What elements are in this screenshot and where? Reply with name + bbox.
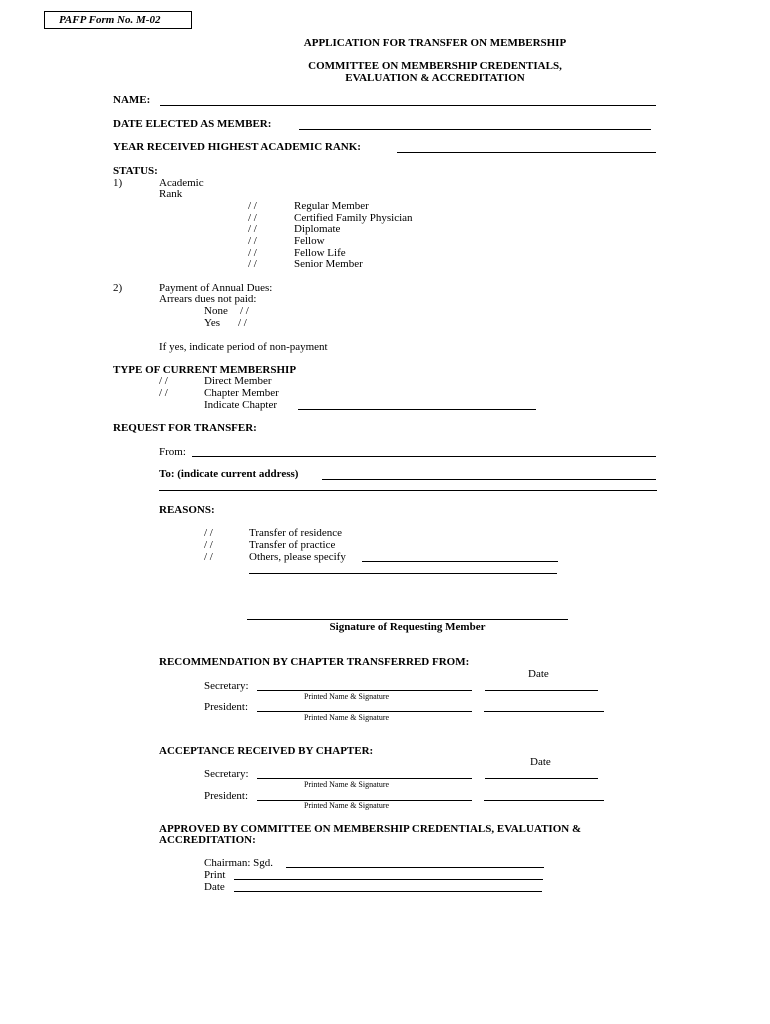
rank-senior-member: Senior Member (294, 258, 363, 270)
recommendation-secretary-field[interactable] (257, 690, 472, 691)
acceptance-president-printed: Printed Name & Signature (304, 801, 390, 810)
from-field[interactable] (192, 456, 656, 457)
approved-heading-line-1: APPROVED BY COMMITTEE ON MEMBERSHIP CREDENTIALS, EVALUATION & (159, 823, 582, 835)
indicate-chapter-label: Indicate Chapter (204, 399, 277, 411)
form-title: APPLICATION FOR TRANSFER ON MEMBERSHIP (303, 37, 567, 49)
direct-checkbox[interactable]: / / (159, 375, 168, 387)
acceptance-secretary-date-field[interactable] (485, 778, 598, 779)
reason-checkbox-others[interactable]: / / (204, 551, 213, 563)
membership-heading: TYPE OF CURRENT MEMBERSHIP (113, 364, 297, 376)
chairman-label: Chairman: Sgd. (204, 857, 274, 869)
date-label: Date (204, 881, 225, 893)
acceptance-heading: ACCEPTANCE RECEIVED BY CHAPTER: (159, 745, 374, 757)
name-field[interactable] (160, 105, 656, 106)
acceptance-president-label: President: (204, 790, 248, 802)
signature-label: Signature of Requesting Member (329, 621, 486, 633)
recommendation-date-label: Date (528, 668, 549, 680)
status-item-1-number: 1) (113, 177, 123, 189)
to-field-line-2[interactable] (159, 490, 657, 491)
reasons-heading: REASONS: (159, 504, 215, 516)
rank-checkbox-senior[interactable]: / / (248, 258, 257, 270)
direct-member-label: Direct Member (204, 375, 272, 387)
rank-regular-member: Regular Member (294, 200, 369, 212)
yes-label: Yes (204, 317, 221, 329)
committee-line-1: COMMITTEE ON MEMBERSHIP CREDENTIALS, (308, 60, 562, 72)
rank-checkbox-certified[interactable]: / / (248, 212, 257, 224)
academic-label: Academic (159, 177, 204, 189)
committee-line-2: EVALUATION & ACCREDITATION (345, 72, 525, 84)
reason-residence: Transfer of residence (249, 527, 343, 539)
others-specify-field[interactable] (362, 561, 558, 562)
rank-checkbox-fellow[interactable]: / / (248, 235, 257, 247)
to-label: To: (indicate current address) (159, 468, 299, 480)
date-field[interactable] (234, 891, 542, 892)
none-checkbox[interactable]: / / (240, 305, 249, 317)
recommendation-president-field[interactable] (257, 711, 472, 712)
indicate-chapter-field[interactable] (298, 409, 536, 410)
approved-heading-line-2: ACCREDITATION: (159, 834, 256, 846)
from-label: From: (159, 446, 186, 458)
others-specify-field-2[interactable] (249, 573, 557, 574)
recommendation-president-date-field[interactable] (484, 711, 604, 712)
form-number-box (44, 11, 192, 29)
acceptance-secretary-printed: Printed Name & Signature (304, 780, 390, 789)
rank-checkbox-diplomate[interactable]: / / (248, 223, 257, 235)
rank-fellow-life: Fellow Life (294, 247, 346, 259)
reason-checkbox-residence[interactable]: / / (204, 527, 213, 539)
recommendation-secretary-date-field[interactable] (485, 690, 598, 691)
date-elected-label: DATE ELECTED AS MEMBER: (113, 118, 272, 130)
reason-checkbox-practice[interactable]: / / (204, 539, 213, 551)
rank-label: Rank (159, 188, 183, 200)
form-number: PAFP Form No. M-02 (59, 14, 161, 26)
recommendation-heading: RECOMMENDATION BY CHAPTER TRANSFERRED FROM: (159, 656, 470, 668)
reason-practice: Transfer of practice (249, 539, 336, 551)
chairman-field[interactable] (286, 867, 544, 868)
to-field[interactable] (322, 479, 656, 480)
rank-checkbox-regular[interactable]: / / (248, 200, 257, 212)
print-label: Print (204, 869, 226, 881)
acceptance-secretary-label: Secretary: (204, 768, 249, 780)
recommendation-president-printed: Printed Name & Signature (304, 713, 390, 722)
rank-diplomate: Diplomate (294, 223, 341, 235)
chapter-member-label: Chapter Member (204, 387, 279, 399)
arrears-label: Arrears dues not paid: (159, 293, 257, 305)
name-label: NAME: (113, 94, 151, 106)
date-elected-field[interactable] (299, 129, 651, 130)
rank-certified-family-physician: Certified Family Physician (294, 212, 413, 224)
payment-dues-label: Payment of Annual Dues: (159, 282, 273, 294)
rank-fellow: Fellow (294, 235, 325, 247)
print-field[interactable] (234, 879, 543, 880)
year-rank-field[interactable] (397, 152, 656, 153)
chapter-checkbox[interactable]: / / (159, 387, 168, 399)
status-item-2-number: 2) (113, 282, 123, 294)
yes-checkbox[interactable]: / / (238, 317, 247, 329)
recommendation-president-label: President: (204, 701, 248, 713)
rank-checkbox-fellow-life[interactable]: / / (248, 247, 257, 259)
reason-others: Others, please specify (249, 551, 346, 563)
recommendation-secretary-printed: Printed Name & Signature (304, 692, 390, 701)
nonpayment-label: If yes, indicate period of non-payment (159, 341, 328, 353)
acceptance-secretary-field[interactable] (257, 778, 472, 779)
none-label: None (204, 305, 228, 317)
year-rank-label: YEAR RECEIVED HIGHEST ACADEMIC RANK: (113, 141, 361, 153)
signature-line[interactable] (247, 619, 568, 620)
transfer-heading: REQUEST FOR TRANSFER: (113, 422, 257, 434)
recommendation-secretary-label: Secretary: (204, 680, 249, 692)
status-heading: STATUS: (113, 165, 158, 177)
acceptance-president-date-field[interactable] (484, 800, 604, 801)
acceptance-date-label: Date (530, 756, 551, 768)
